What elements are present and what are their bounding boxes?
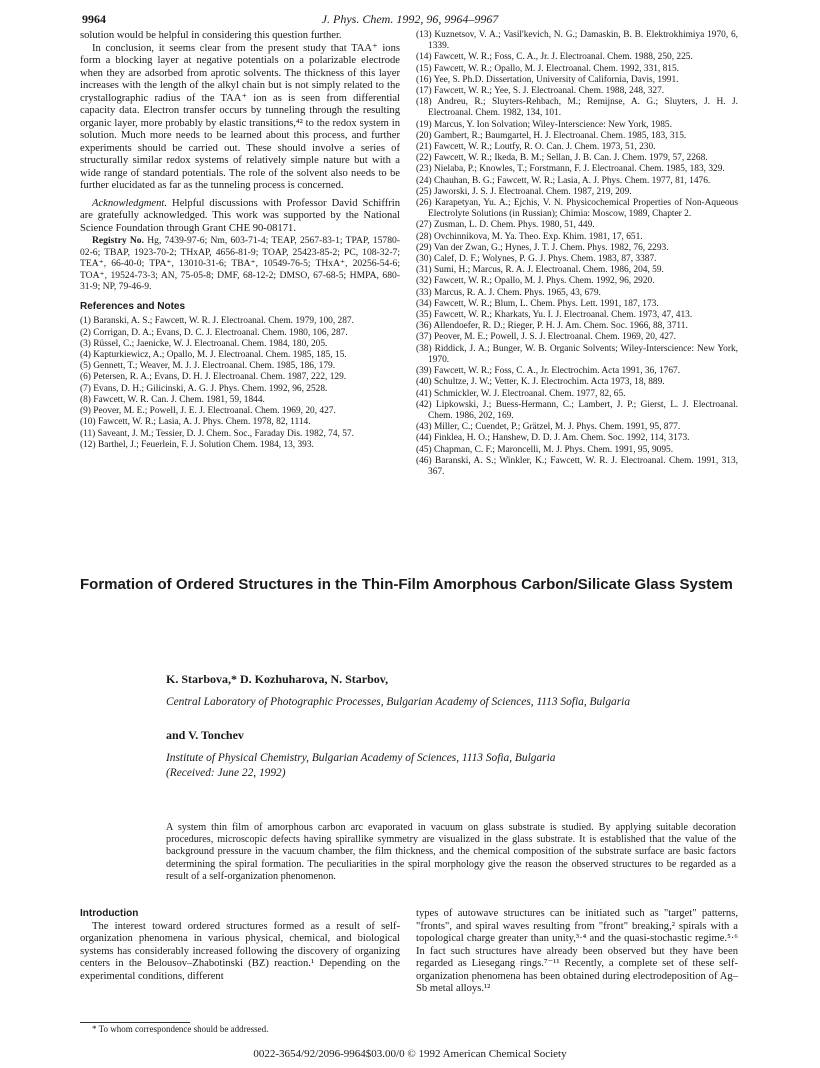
reference-item: (12) Barthel, J.; Feuerlein, F. J. Solution Chem. 1984, 13, 393. — [80, 439, 314, 450]
references-heading: References and Notes — [80, 300, 186, 312]
reference-item: (46) Baranski, A. S.; Winkler, K.; Fawcett, W. R. J. Electroanal. Chem. 1991, 313, 367. — [416, 455, 738, 477]
reference-item: (23) Nielaba, P.; Knowles, T.; Forstmann, F. J. Electroanal. Chem. 1985, 183, 329. — [416, 164, 725, 175]
reference-item: (26) Karapetyan, Yu. A.; Ejchis, V. N. Physicochemical Properties of Non-Aqueous Electrolyte Solutions (in Russian); Chimia: Moscow, 1989, Chapter 2. — [416, 198, 738, 220]
reference-item: (27) Zusman, L. D. Chem. Phys. 1980, 51, 449. — [416, 220, 595, 231]
reference-item: (16) Yee, S. Ph.D. Dissertation, University of California, Davis, 1991. — [416, 74, 679, 85]
footnote: * To whom correspondence should be addressed. — [92, 1024, 269, 1034]
authors-line-2: and V. Tonchev — [166, 728, 244, 742]
reference-item: (35) Fawcett, W. R.; Kharkats, Yu. I. J. Electroanal. Chem. 1973, 47, 413. — [416, 310, 693, 321]
paragraph: solution would be helpful in considering this question further. — [80, 30, 342, 41]
reference-item: (22) Fawcett, W. R.; Ikeda, B. M.; Sellan, J. B. Can. J. Chem. 1979, 57, 2268. — [416, 153, 708, 164]
acknowledgment — [80, 198, 400, 236]
introduction-heading: Introduction — [80, 908, 139, 919]
received-date: (Received: June 22, 1992) — [166, 767, 286, 779]
reference-item: (30) Calef, D. F.; Wolynes, P. G. J. Phys. Chem. 1983, 87, 3387. — [416, 254, 657, 265]
reference-item: (44) Finklea, H. O.; Hanshew, D. D. J. Am. Chem. Soc. 1992, 114, 3173. — [416, 433, 690, 444]
reference-item: (36) Allendoefer, R. D.; Rieger, P. H. J. Am. Chem. Soc. 1966, 88, 3711. — [416, 321, 688, 332]
affiliation-2: Institute of Physical Chemistry, Bulgarian Academy of Sciences, 1113 Sofia, Bulgaria — [166, 752, 556, 764]
reference-item: (18) Andreu, R.; Sluyters-Rehbach, M.; Remijnse, A. G.; Sluyters, J. H. J. Electroanal. Chem. 1982, 134, 101. — [416, 97, 738, 119]
paragraph: types of autowave structures can be initiated such as "target" patterns, "fronts", and spiral waves resulting from "front" breaking,² spirals with a topological charge greater than unity,³·⁴ and the quasi-stochastic regime.⁵·⁶ In fact such structures have already been observed but they have been regarded as Liesegang rings.⁷⁻¹¹ Recently, a complete set of these self-organization phenomena has been obtained during electrodeposition of Ag–Sb metal alloys.¹² — [416, 908, 738, 994]
footnote-divider — [80, 1022, 190, 1023]
reference-item: (37) Peover, M. E.; Powell, J. S. J. Electroanal. Chem. 1969, 20, 427. — [416, 332, 677, 343]
page-number: 9964 — [82, 12, 106, 26]
reference-item: (3) Rüssel, C.; Jaenicke, W. J. Electroanal. Chem. 1984, 180, 205. — [80, 338, 328, 349]
reference-item: (38) Riddick, J. A.; Bunger, W. B. Organic Solvents; Wiley-Interscience: New York, 1970. — [416, 343, 738, 365]
reference-item: (7) Evans, D. H.; Gilicinski, A. G. J. Phys. Chem. 1992, 96, 2528. — [80, 383, 328, 394]
article-title: Formation of Ordered Structures in the Thin-Film Amorphous Carbon/Silicate Glass System — [80, 576, 733, 593]
reference-item: (43) Miller, C.; Cuendet, P.; Grätzel, M. J. Phys. Chem. 1991, 95, 877. — [416, 422, 681, 433]
registry-numbers — [80, 235, 400, 293]
reference-item: (13) Kuznetsov, V. A.; Vasil'kevich, N. G.; Damaskin, B. B. Elektrokhimiya 1970, 6, 1339. — [416, 30, 738, 52]
reference-item: (41) Schmickler, W. J. Electroanal. Chem. 1977, 82, 65. — [416, 388, 626, 399]
registry-text: Hg, 7439-97-6; Nm, 603-71-4; TEAP, 2567-83-1; TPAP, 15780-02-6; TBAP, 1923-70-2; THxAP, 4656-81-9; TOAP, 25423-85-2; PC, 108-32-7; TEA⁺, 66-40-0; TPA⁺, 13010-31-6; TBA⁺, 10549-76-5; THxA⁺, 20256-54-6; TOA⁺, 19524-73-3; AN, 75-05-8; DMF, 68-12-2; DMSO, 67-68-5; HMPA, 680-31-9; NP, 79-46-9. — [80, 235, 400, 293]
right-column-references — [416, 30, 738, 478]
reference-item: (45) Chapman, C. F.; Maroncelli, M. J. Phys. Chem. 1991, 95, 9095. — [416, 444, 674, 455]
journal-header: J. Phys. Chem. 1992, 96, 9964–9967 — [321, 12, 499, 26]
registry-label: Registry No. — [92, 235, 144, 246]
ack-label: Acknowledgment. — [92, 197, 168, 209]
left-column — [80, 30, 400, 451]
reference-item: (29) Van der Zwan, G.; Hynes, J. T. J. Chem. Phys. 1982, 76, 2293. — [416, 242, 669, 253]
reference-item: (31) Sumi, H.; Marcus, R. A. J. Electroanal. Chem. 1986, 204, 59. — [416, 265, 664, 276]
reference-item: (15) Fawcett, W. R.; Opallo, M. J. Electroanal. Chem. 1992, 331, 815. — [416, 63, 679, 74]
reference-item: (34) Fawcett, W. R.; Blum, L. Chem. Phys. Lett. 1991, 187, 173. — [416, 298, 659, 309]
reference-item: (40) Schultze, J. W.; Vetter, K. J. Electrochim. Acta 1973, 18, 889. — [416, 377, 665, 388]
reference-item: (10) Fawcett, W. R.; Lasia, A. J. Phys. Chem. 1978, 82, 1114. — [80, 417, 311, 428]
page-footer: 0022-3654/92/2096-9964$03.00/0 © 1992 American Chemical Society — [253, 1048, 567, 1060]
introduction-right — [416, 908, 738, 996]
reference-item: (5) Gennett, T.; Weaver, M. J. J. Electroanal. Chem. 1985, 186, 179. — [80, 361, 336, 372]
authors-line-1: K. Starbova,* D. Kozhuharova, N. Starbov, — [166, 672, 389, 686]
ack-text: Helpful discussions with Professor David Schiffrin are gratefully acknowledged. This work was supported by the National Science Foundation through Grant CHE 90-08171. — [80, 197, 400, 234]
reference-item: (42) Lipkowski, J.; Buess-Hermann, C.; Lambert, J. P.; Gierst, L. J. Electroanal. Chem. 1986, 202, 169. — [416, 399, 738, 421]
reference-item: (19) Marcus, Y. Ion Solvation; Wiley-Interscience: New York, 1985. — [416, 119, 672, 130]
reference-item: (28) Ovchinnikova, M. Ya. Theo. Exp. Khim. 1981, 17, 651. — [416, 231, 643, 242]
reference-item: (32) Fawcett, W. R.; Opallo, M. J. Phys. Chem. 1992, 96, 2920. — [416, 276, 655, 287]
reference-item: (8) Fawcett, W. R. Can. J. Chem. 1981, 59, 1844. — [80, 394, 265, 405]
reference-item: (9) Peover, M. E.; Powell, J. E. J. Electroanal. Chem. 1969, 20, 427. — [80, 406, 336, 417]
reference-item: (25) Jaworski, J. S. J. Electroanal. Chem. 1987, 219, 209. — [416, 186, 632, 197]
paragraph: The interest toward ordered structures formed as a result of self-organization phenomena in various physical, chemical, and biological systems has considerably increased following the discovery of organizing centers in the Belousov–Zhabotinski (BZ) reaction.¹ Depending on the experimental conditions, different — [80, 920, 400, 982]
reference-item: (20) Gambert, R.; Baumgartel, H. J. Electroanal. Chem. 1985, 183, 315. — [416, 130, 687, 141]
affiliation-1: Central Laboratory of Photographic Processes, Bulgarian Academy of Sciences, 1113 Sofia, Bulgaria — [166, 696, 631, 708]
reference-item: (21) Fawcett, W. R.; Loutfy, R. O. Can. J. Chem. 1973, 51, 230. — [416, 142, 656, 153]
introduction-left — [80, 908, 400, 983]
reference-item: (33) Marcus, R. A. J. Chem. Phys. 1965, 43, 679. — [416, 287, 601, 298]
reference-item: (17) Fawcett, W. R.; Yee, S. J. Electroanal. Chem. 1988, 248, 327. — [416, 86, 665, 97]
abstract: A system thin film of amorphous carbon arc evaporated in vacuum on glass substrate is studied. By applying suitable decoration procedures, microscopic defects having spirallike symmetry are visualized in the glass substrate. It is established that the value of the background pressure in the vacuum chamber, the film thickness, and the chemical composition of the substrate surface are basic factors determining the spiral formation. The peculiarities in the spiral morphology give the reason the observed structures to be regarded as a result of a self-organization phenomenon. — [166, 822, 736, 882]
reference-item: (6) Petersen, R. A.; Evans, D. H. J. Electroanal. Chem. 1987, 222, 129. — [80, 372, 347, 383]
reference-item: (11) Saveant, J. M.; Tessier, D. J. Chem. Soc., Faraday Dis. 1982, 74, 57. — [80, 428, 354, 439]
reference-item: (2) Corrigan, D. A.; Evans, D. C. J. Electroanal. Chem. 1980, 106, 287. — [80, 327, 348, 338]
reference-item: (14) Fawcett, W. R.; Foss, C. A., Jr. J. Electroanal. Chem. 1988, 250, 225. — [416, 52, 693, 63]
paragraph: In conclusion, it seems clear from the present study that TAA⁺ ions form a blocking layer at negative potentials on a polarizable electrode when they are adsorbed from aprotic solvents. The thickness of this layer increases with the length of the alkyl chain but is not simply related to the crystallographic radius of the TAA⁺ ion as is seen from differential capacity data. Electron transfer occurs by tunneling through the resulting organic layer, more probably by elastic transitions,⁴² to the redox system in solution. Much more needs to be learned about this process, and further experiments should be carried out. These should involve a series of structurally similar redox systems of relatively simple nature but with a wide range of standard potentials. The role of the solvent also needs to be further elucidated as far as the tunneling process is concerned. — [80, 42, 400, 191]
reference-item: (1) Baranski, A. S.; Fawcett, W. R. J. Electroanal. Chem. 1979, 100, 287. — [80, 316, 354, 327]
reference-item: (24) Chauhan, B. G.; Fawcett, W. R.; Lasia, A. J. Phys. Chem. 1977, 81, 1476. — [416, 175, 711, 186]
reference-item: (4) Kapturkiewicz, A.; Opallo, M. J. Electroanal. Chem. 1985, 185, 15. — [80, 350, 347, 361]
reference-item: (39) Fawcett, W. R.; Foss, C. A., Jr. Electrochim. Acta 1991, 36, 1767. — [416, 366, 681, 377]
